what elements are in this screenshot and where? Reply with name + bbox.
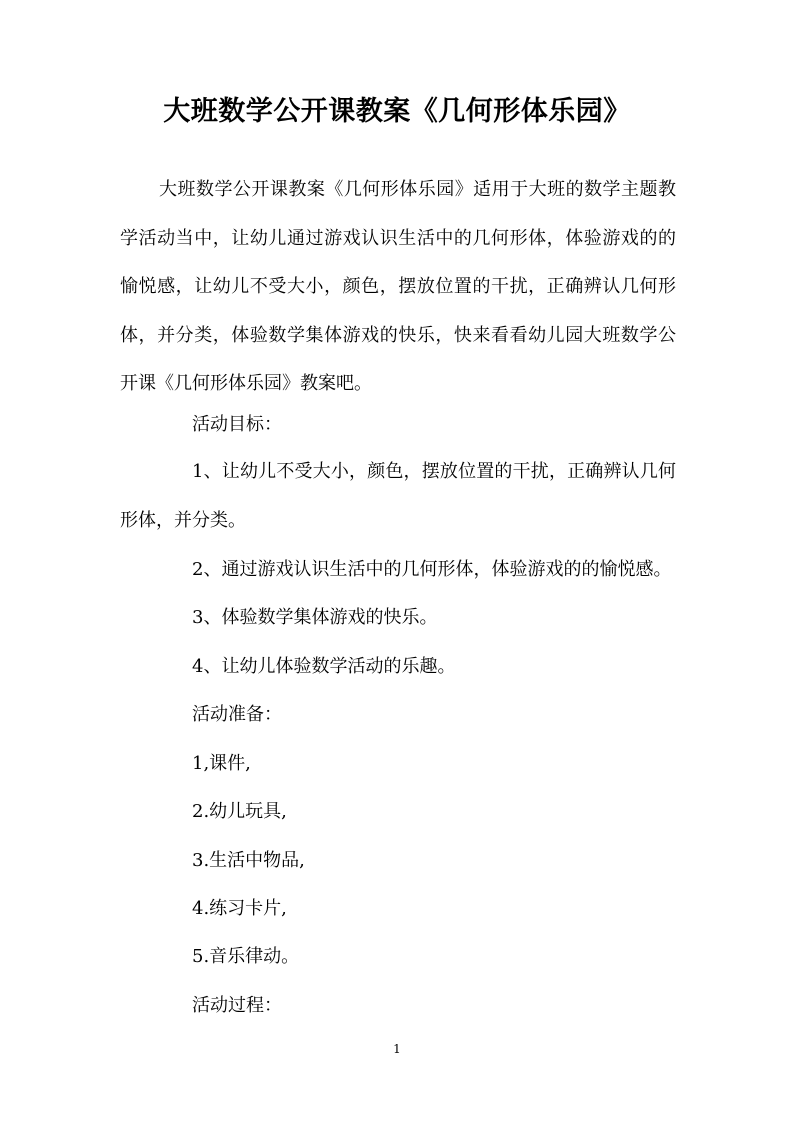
goal-item: 2、通过游戏认识生活中的几何形体，体验游戏的的愉悦感。 xyxy=(192,559,672,580)
prep-item: 5.音乐律动。 xyxy=(192,946,300,967)
prep-item: 2.幼儿玩具, xyxy=(192,801,287,822)
intro-paragraph: 大班数学公开课教案《几何形体乐园》适用于大班的数学主题教学活动当中，让幼儿通过游戏认识生活中的几何形体，体验游戏的的愉悦感，让幼儿不受大小，颜色，摆放位置的干扰，正确辨认几何形体，并分类，体验数学集体游戏的快乐，快来看看幼儿园大班数学公开课《几何形体乐园》教案吧。 xyxy=(120,179,676,394)
goal-item: 4、让幼儿体验数学活动的乐趣。 xyxy=(192,656,456,677)
prep-heading: 活动准备： xyxy=(192,704,282,725)
goal-item: 1、让幼儿不受大小，颜色，摆放位置的干扰，正确辨认几何形体，并分类。 xyxy=(120,461,676,531)
prep-item: 4.练习卡片, xyxy=(192,898,287,919)
prep-item: 1,课件, xyxy=(192,753,251,774)
goal-item: 3、体验数学集体游戏的快乐。 xyxy=(192,607,438,628)
goals-heading: 活动目标： xyxy=(192,414,282,435)
process-heading: 活动过程： xyxy=(192,995,282,1016)
document-title: 大班数学公开课教案《几何形体乐园》 xyxy=(163,96,631,127)
page-number: 1 xyxy=(393,1042,401,1056)
prep-item: 3.生活中物品, xyxy=(192,850,305,871)
